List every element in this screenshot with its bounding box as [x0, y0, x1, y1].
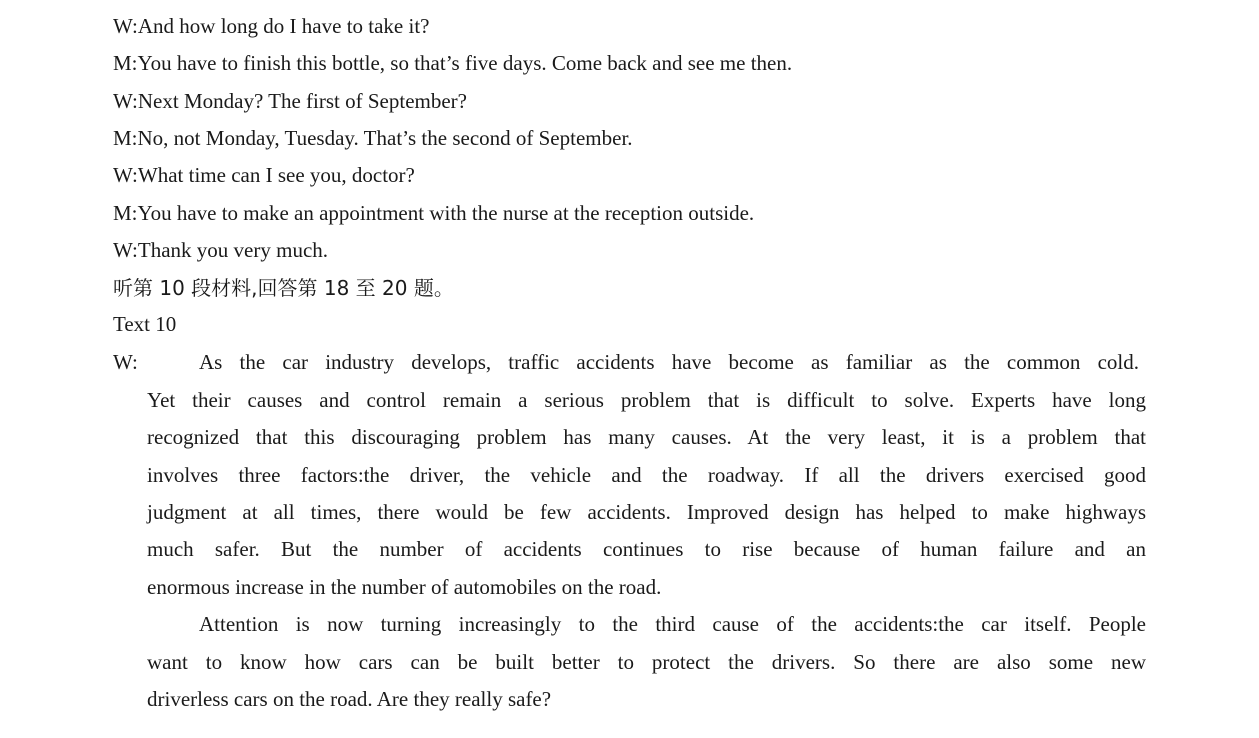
paragraph-line: involves three factors:the driver, the vehicle and the roadway. If all the drivers exercised good — [147, 463, 1146, 487]
paragraph-line: recognized that this discouraging problem has many causes. At the very least, it is a problem that — [147, 425, 1146, 449]
dialogue-line — [113, 237, 328, 263]
dialogue-text: And how long do I have to take it? — [137, 14, 430, 38]
dialogue-text: You have to make an appointment with the nurse at the reception outside. — [137, 201, 755, 225]
paragraph-line: Attention is now turning increasingly to the third cause of the accidents:the car itself. People — [199, 612, 1146, 636]
speaker-label: W: — [113, 89, 138, 113]
speaker-label: W: — [113, 238, 138, 262]
paragraph-line: Yet their causes and control remain a serious problem that is difficult to solve. Experts have long — [147, 388, 1146, 412]
dialogue-text: Thank you very much. — [137, 238, 329, 262]
paragraph-line: much safer. But the number of accidents continues to rise because of human failure and an — [147, 537, 1146, 561]
speaker-label: M: — [113, 126, 138, 150]
speaker-label: M: — [113, 51, 138, 75]
dialogue-line — [113, 88, 467, 114]
section-instruction: 听第 10 段材料,回答第 18 至 20 题。 — [113, 276, 454, 300]
paragraph-line: want to know how cars can be built better to protect the drivers. So there are also some new — [147, 650, 1146, 674]
paragraph-line: judgment at all times, there would be few accidents. Improved design has helped to make highways — [147, 500, 1146, 524]
speaker-label: W: — [113, 14, 138, 38]
dialogue-text: No, not Monday, Tuesday. That’s the second of September. — [137, 126, 633, 150]
dialogue-line — [113, 50, 792, 76]
paragraph-line: driverless cars on the road. Are they really safe? — [147, 687, 552, 711]
dialogue-text: You have to finish this bottle, so that’s five days. Come back and see me then. — [137, 51, 793, 75]
dialogue-line — [113, 13, 430, 39]
dialogue-text: What time can I see you, doctor? — [137, 163, 415, 187]
section-title: Text 10 — [113, 312, 177, 336]
dialogue-line — [113, 162, 415, 188]
paragraph-line: As the car industry develops, traffic accidents have become as familiar as the common cold. — [199, 350, 1139, 374]
dialogue-line — [113, 200, 754, 226]
paragraph-line: enormous increase in the number of automobiles on the road. — [147, 575, 662, 599]
speaker-label: W: — [113, 163, 138, 187]
dialogue-text: Next Monday? The first of September? — [137, 89, 467, 113]
dialogue-line — [113, 125, 633, 151]
speaker-label: M: — [113, 201, 138, 225]
monologue-speaker: W: — [113, 350, 138, 374]
